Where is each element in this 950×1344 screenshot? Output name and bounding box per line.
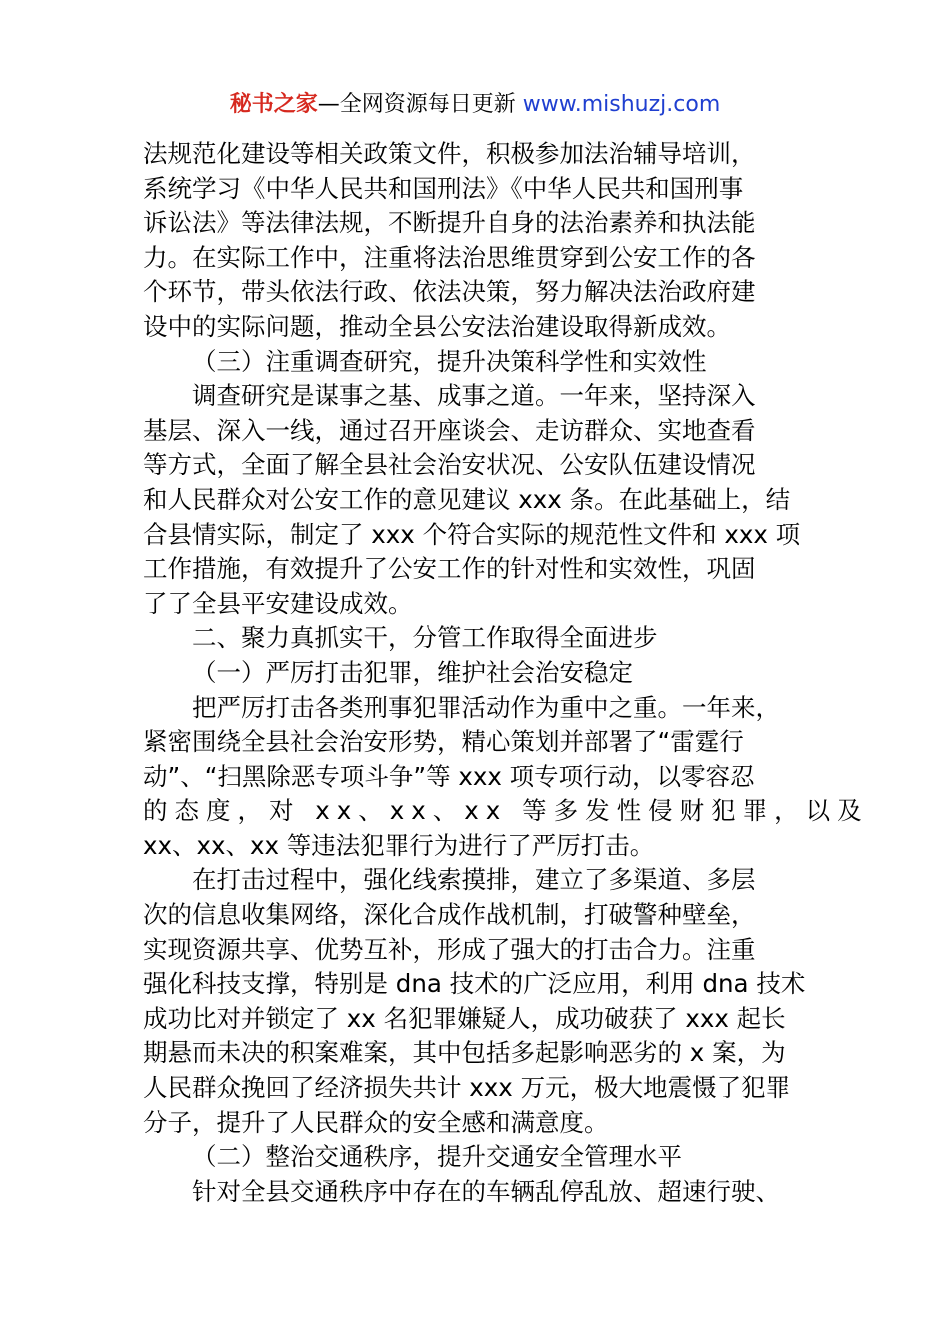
- text-line: 了了全县平安建设成效。: [143, 588, 413, 618]
- site-brand: 秘书之家: [229, 92, 318, 117]
- text-line: 实现资源共享、优势互补，形成了强大的打击合力。注重: [143, 934, 756, 964]
- text-line: 动”、“扫黑除恶专项斗争”等 xxx 项专项行动，以零容忍: [143, 761, 755, 791]
- text-line: 把严厉打击各类刑事犯罪活动作为重中之重。一年来，: [192, 692, 780, 722]
- text-line: 诉讼法》等法律法规，不断提升自身的法治素养和执法能: [143, 208, 756, 238]
- text-line: （三）注重调查研究，提升决策科学性和实效性: [192, 346, 707, 376]
- text-line: 调查研究是谋事之基、成事之道。一年来，坚持深入: [192, 381, 756, 411]
- text-line: 次的信息收集网络，深化合成作战机制，打破警种壁垒，: [143, 900, 756, 930]
- page-header: [0, 88, 950, 122]
- text-line: （一）严厉打击犯罪，维护社会治安稳定: [192, 657, 633, 687]
- text-line: xx、xx、xx 等违法犯罪行为进行了严厉打击。: [143, 830, 655, 860]
- text-line: 分子，提升了人民群众的安全感和满意度。: [143, 1107, 609, 1137]
- text-line: 和人民群众对公安工作的意见建议 xxx 条。在此基础上，结: [143, 484, 791, 514]
- text-line: 二、聚力真抓实干，分管工作取得全面进步: [192, 623, 658, 653]
- text-line: 设中的实际问题，推动全县公安法治建设取得新成效。: [143, 311, 731, 341]
- text-line: 人民群众挽回了经济损失共计 xxx 万元，极大地震慑了犯罪: [143, 1073, 791, 1103]
- text-line: 强化科技支撑，特别是 dna 技术的广泛应用，利用 dna 技术: [143, 969, 806, 999]
- text-line: 期悬而未决的积案难案，其中包括多起影响恶劣的 x 案，为: [143, 1038, 786, 1068]
- text-line: 在打击过程中，强化线索摸排，建立了多渠道、多层: [192, 865, 756, 895]
- text-line: 力。在实际工作中，注重将法治思维贯穿到公安工作的各: [143, 242, 756, 272]
- text-line: 等方式，全面了解全县社会治安状况、公安队伍建设情况: [143, 450, 756, 480]
- text-line: 紧密围绕全县社会治安形势，精心策划并部署了“雷霆行: [143, 727, 744, 757]
- text-line: 系统学习《中华人民共和国刑法》《中华人民共和国刑事: [143, 173, 744, 203]
- text-line: 个环节，带头依法行政、依法决策，努力解决法治政府建: [143, 277, 756, 307]
- text-line: 工作措施，有效提升了公安工作的针对性和实效性，巩固: [143, 554, 756, 584]
- text-line: 成功比对并锁定了 xx 名犯罪嫌疑人，成功破获了 xxx 起长: [143, 1003, 786, 1033]
- text-line: 基层、深入一线，通过召开座谈会、走访群众、实地查看: [143, 415, 756, 445]
- text-line: 的态度，对 xx、xx、xx 等多发性侵财犯罪，以及: [143, 796, 869, 826]
- site-url-link[interactable]: www.mishuzj.com: [522, 92, 721, 117]
- site-tagline: —全网资源每日更新: [317, 92, 516, 117]
- text-line: 针对全县交通秩序中存在的车辆乱停乱放、超速行驶、: [192, 1176, 780, 1206]
- text-line: 法规范化建设等相关政策文件，积极参加法治辅导培训，: [143, 139, 756, 168]
- text-line: （二）整治交通秩序，提升交通安全管理水平: [192, 1142, 682, 1172]
- text-line: 合县情实际，制定了 xxx 个符合实际的规范性文件和 xxx 项: [143, 519, 801, 549]
- document-body: [143, 137, 869, 1209]
